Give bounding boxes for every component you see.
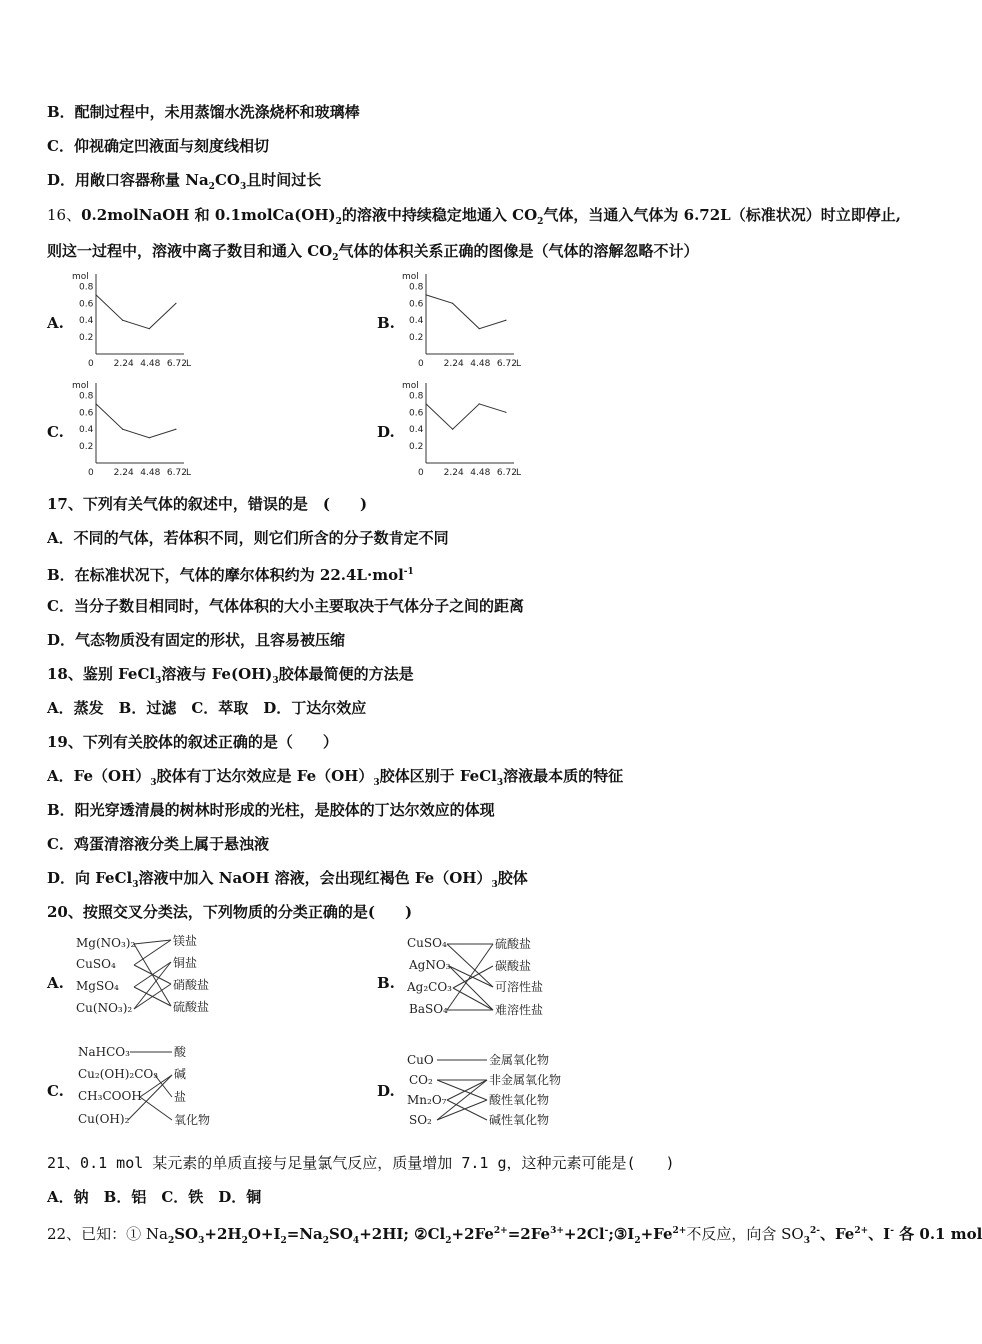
y-axis-label: mol <box>402 272 419 282</box>
q22-stem: 22、已知：① $Na_2SO_3+2H_2O+I_2=Na_2SO_4+2HI$; $②Cl_2+2Fe^{2+}=2Fe^{3+}+2Cl^-;③I_2+Fe^{2+}$不反应，向含 $SO_3^{2-}$、$Fe^{2+}$、I- 各 0.1 mol <box>47 1225 982 1246</box>
diag-c-right-1: 酸 <box>174 1045 187 1059</box>
data-point <box>452 429 453 430</box>
series-line <box>426 404 506 429</box>
y-tick-label: 0.6 <box>409 299 424 310</box>
diag-c-right-3: 盐 <box>174 1090 187 1104</box>
x-tick-label: 4.48 <box>470 468 491 478</box>
data-point <box>425 294 426 295</box>
x-axis-label: L <box>516 468 522 478</box>
diag-a-right-1: 镁盐 <box>173 934 198 948</box>
x-tick-label: 0 <box>418 468 424 478</box>
y-tick-label: 0.6 <box>79 408 94 419</box>
data-point <box>479 403 480 404</box>
diag-a-right-3: 硝酸盐 <box>173 978 210 992</box>
diag-b-right-2: 碳酸盐 <box>495 959 532 973</box>
diag-b-left-4: BaSO₄ <box>409 1002 448 1016</box>
x-tick-label: 4.48 <box>140 468 161 478</box>
q16-option-b-label: B. <box>377 314 395 332</box>
q16-chart-a <box>70 270 200 372</box>
q20-option-d-label: D. <box>377 1082 395 1100</box>
q20-stem: 20、按照交叉分类法，下列物质的分类正确的是( ) <box>47 903 413 921</box>
q21-stem: 21、0.1 mol 某元素的单质直接与足量氯气反应，质量增加 7.1 g，这种元素可能是( ) <box>47 1154 675 1172</box>
q18-stem: 18、鉴别 FeCl$_3$溶液与 $Fe(OH)_3$胶体最简便的方法是 <box>47 665 414 686</box>
x-tick-label: 2.24 <box>113 359 134 369</box>
y-tick-label: 0.6 <box>409 408 424 419</box>
series-line <box>426 295 506 329</box>
q19-option-c: C．鸡蛋清溶液分类上属于悬浊液 <box>47 835 269 853</box>
data-point <box>175 429 176 430</box>
y-tick-label: 0.4 <box>79 425 94 436</box>
diag-a-left-3: MgSO₄ <box>76 979 119 993</box>
diag-c-left-3: CH₃COOH <box>78 1089 142 1103</box>
q17-option-d: D．气态物质没有固定的形状，且容易被压缩 <box>47 631 346 649</box>
q19-option-b: B．阳光穿透清晨的树林时形成的光柱，是胶体的丁达尔效应的体现 <box>47 801 495 819</box>
x-tick-label: 0 <box>88 468 94 478</box>
diag-a-right-2: 铜盐 <box>173 956 198 970</box>
x-tick-label: 6.72 <box>166 359 187 369</box>
data-point <box>149 437 150 438</box>
diag-c-right-2: 碱 <box>174 1067 187 1081</box>
data-point <box>505 412 506 413</box>
q16-chart-d <box>400 379 530 481</box>
diag-b-left-1: CuSO₄ <box>407 936 447 950</box>
q21-options: A．钠 B．铝 C．铁 D．铜 <box>47 1188 262 1206</box>
x-tick-label: 4.48 <box>470 359 491 369</box>
y-tick-label: 0.8 <box>79 282 94 293</box>
q15-option-c: C．仰视确定凹液面与刻度线相切 <box>47 137 269 155</box>
data-point <box>452 303 453 304</box>
data-point <box>479 328 480 329</box>
diag-a-left-4: Cu(NO₃)₂ <box>76 1001 133 1015</box>
q15-option-b: B．配制过程中，未用蒸馏水洗涤烧杯和玻璃棒 <box>47 103 360 121</box>
x-axis-label: L <box>186 468 192 478</box>
q20-option-c-label: C. <box>47 1082 64 1100</box>
diag-d-right-4: 碱性氧化物 <box>489 1113 550 1127</box>
diag-d-right-2: 非金属氧化物 <box>489 1073 562 1087</box>
diag-c-left-1: NaHCO₃ <box>78 1045 130 1059</box>
y-tick-label: 0.4 <box>409 316 424 327</box>
data-point <box>95 403 96 404</box>
q20-diagram-b <box>407 932 567 1020</box>
data-point <box>122 320 123 321</box>
x-axis-label: L <box>516 359 522 369</box>
data-point <box>175 303 176 304</box>
q16-stem-line2: 则这一过程中，溶液中离子数目和通入 $CO_2$气体的体积关系正确的图像是（气体的溶解忽略不计） <box>47 242 699 263</box>
q17-option-c: C．当分子数目相同时，气体体积的大小主要取决于气体分子之间的距离 <box>47 597 524 615</box>
y-tick-label: 0.2 <box>79 333 94 344</box>
diag-d-left-1: CuO <box>407 1053 434 1067</box>
y-axis-label: mol <box>402 381 419 391</box>
q16-chart-c <box>70 379 200 481</box>
x-tick-label: 2.24 <box>443 359 464 369</box>
data-point <box>505 320 506 321</box>
q16-chart-b <box>400 270 530 372</box>
x-tick-label: 0 <box>418 359 424 369</box>
diag-a-right-4: 硫酸盐 <box>173 1000 210 1014</box>
q16-option-d-label: D. <box>377 423 395 441</box>
y-tick-label: 0.4 <box>409 425 424 436</box>
diag-d-right-1: 金属氧化物 <box>489 1053 550 1067</box>
x-tick-label: 6.72 <box>496 468 517 478</box>
x-tick-label: 6.72 <box>496 359 517 369</box>
y-tick-label: 0.4 <box>79 316 94 327</box>
q16-stem-line1: 16、0.2molNaOH 和 $0.1molCa(OH)_2$的溶液中持续稳定地通入 $CO_2$气体，当通入气体为 6.72L（标准状况）时立即停止, <box>47 206 901 227</box>
y-axis-label: mol <box>72 381 89 391</box>
diag-a-left-2: CuSO₄ <box>76 957 116 971</box>
q17-option-a: A．不同的气体，若体积不同，则它们所含的分子数肯定不同 <box>47 529 449 547</box>
x-axis-label: L <box>186 359 192 369</box>
y-tick-label: 0.8 <box>79 391 94 402</box>
diag-c-left-2: Cu₂(OH)₂CO₃ <box>78 1067 159 1081</box>
y-tick-label: 0.6 <box>79 299 94 310</box>
series-line <box>96 404 176 438</box>
diag-b-right-4: 难溶性盐 <box>495 1003 544 1017</box>
x-tick-label: 6.72 <box>166 468 187 478</box>
diag-d-left-4: SO₂ <box>409 1113 432 1127</box>
q20-diagram-a <box>76 932 226 1020</box>
y-axis-label: mol <box>72 272 89 282</box>
q20-option-a-label: A. <box>47 974 64 992</box>
diag-d-left-3: Mn₂O₇ <box>407 1093 447 1107</box>
data-point <box>149 328 150 329</box>
q19-stem: 19、下列有关胶体的叙述正确的是（ ） <box>47 733 338 751</box>
q20-diagram-d <box>407 1048 577 1132</box>
diag-a-left-1: Mg(NO₃)₂ <box>76 936 136 950</box>
series-line <box>96 295 176 329</box>
y-tick-label: 0.8 <box>409 282 424 293</box>
diag-d-right-3: 酸性氧化物 <box>489 1093 550 1107</box>
data-point <box>425 403 426 404</box>
y-tick-label: 0.2 <box>409 333 424 344</box>
y-tick-label: 0.2 <box>79 442 94 453</box>
q15-option-d: D．用敞口容器称量 $Na_2CO_3$且时间过长 <box>47 171 322 192</box>
diag-b-right-3: 可溶性盐 <box>495 980 544 994</box>
diag-c-right-4: 氧化物 <box>174 1113 211 1127</box>
data-point <box>122 429 123 430</box>
q16-option-a-label: A. <box>47 314 64 332</box>
diag-c-left-4: Cu(OH)₂ <box>78 1112 130 1126</box>
x-tick-label: 0 <box>88 359 94 369</box>
q17-option-b: B．在标准状况下，气体的摩尔体积约为 22.4L·mol$^{-1}$ <box>47 566 414 584</box>
q17-stem: 17、下列有关气体的叙述中，错误的是 ( ) <box>47 495 368 513</box>
q19-option-a: A．$Fe(OH)_3$胶体有丁达尔效应是 $Fe(OH)_3$胶体区别于 FeCl$_3$溶液最本质的特征 <box>47 767 624 788</box>
diag-d-left-2: CO₂ <box>409 1073 433 1087</box>
y-tick-label: 0.8 <box>409 391 424 402</box>
q18-options: A．蒸发 B．过滤 C．萃取 D．丁达尔效应 <box>47 699 367 717</box>
q16-option-c-label: C. <box>47 423 64 441</box>
x-tick-label: 2.24 <box>443 468 464 478</box>
y-tick-label: 0.2 <box>409 442 424 453</box>
data-point <box>95 294 96 295</box>
x-tick-label: 4.48 <box>140 359 161 369</box>
q20-diagram-c <box>78 1040 228 1130</box>
q19-option-d: D．向 FeCl$_3$溶液中加入 NaOH 溶液，会出现红褐色 $Fe(OH)_3$胶体 <box>47 869 528 890</box>
diag-b-right-1: 硫酸盐 <box>495 937 532 951</box>
diag-b-left-2: AgNO₃ <box>409 958 451 972</box>
diag-b-left-3: Ag₂CO₃ <box>407 980 452 994</box>
q20-option-b-label: B. <box>377 974 395 992</box>
x-tick-label: 2.24 <box>113 468 134 478</box>
